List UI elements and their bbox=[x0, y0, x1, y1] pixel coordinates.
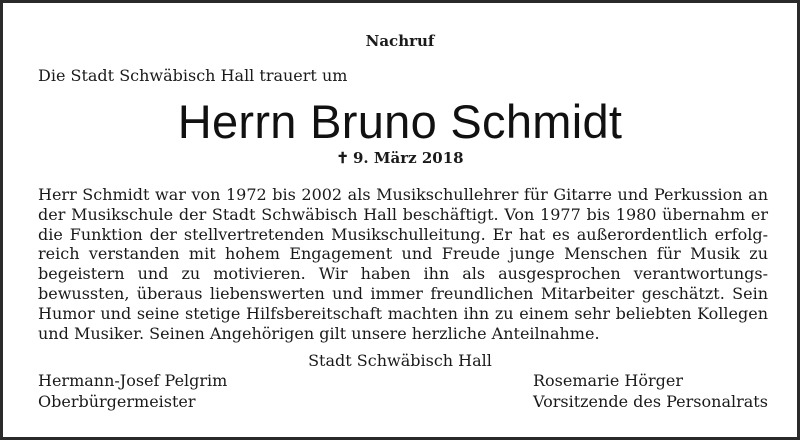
text-line: und Musiker. Seinen Angehörigen gilt unsere herzliche Anteilnahme. bbox=[38, 323, 600, 343]
deceased-name: Herrn Bruno Schmidt bbox=[177, 95, 623, 148]
death-date: 9. März 2018 bbox=[352, 149, 464, 167]
text-line: Humor und seine stetige Hilfsbereitschaft machten ihn zu einem sehr beliebten Kollegen bbox=[38, 303, 768, 323]
signatory-name: Rosemarie Hörger bbox=[533, 371, 683, 390]
signatory-title: Vorsitzende des Personalrats bbox=[533, 392, 768, 411]
text-line: der Musikschule der Stadt Schwäbisch Hall beschäftigt. Von 1977 bis 1980 übernahm er bbox=[38, 204, 768, 224]
obituary-text bbox=[38, 185, 768, 343]
text-line: Herr Schmidt war von 1972 bis 2002 als Musikschullehrer für Gitarre und Perkussion an bbox=[38, 185, 768, 204]
signatory-right bbox=[533, 370, 768, 412]
notice-heading: Nachruf bbox=[365, 32, 435, 50]
signatory-name: Hermann-Josef Pelgrim bbox=[38, 371, 228, 390]
cross-icon: ✝ bbox=[336, 149, 349, 167]
text-line: die Funktion der stellvertretenden Musikschulleitung. Er hat es außerordentlich erfolg- bbox=[38, 224, 768, 244]
signatory-left bbox=[38, 370, 227, 412]
text-line: bewussten, überaus liebenswerten und immer freundlichen Mitarbeiter geschätzt. Sein bbox=[38, 283, 768, 303]
death-date-line bbox=[3, 149, 797, 167]
signing-organization: Stadt Schwäbisch Hall bbox=[308, 351, 492, 370]
signatory-title: Oberbürgermeister bbox=[38, 392, 196, 411]
text-line: reich verstanden mit hohem Engagement und Freude junge Menschen für Musik zu bbox=[38, 244, 768, 264]
text-line: begeistern und zu motivieren. Wir haben ihn als ausgesprochen verantwortungs- bbox=[38, 264, 768, 284]
intro-line: Die Stadt Schwäbisch Hall trauert um bbox=[38, 66, 348, 85]
